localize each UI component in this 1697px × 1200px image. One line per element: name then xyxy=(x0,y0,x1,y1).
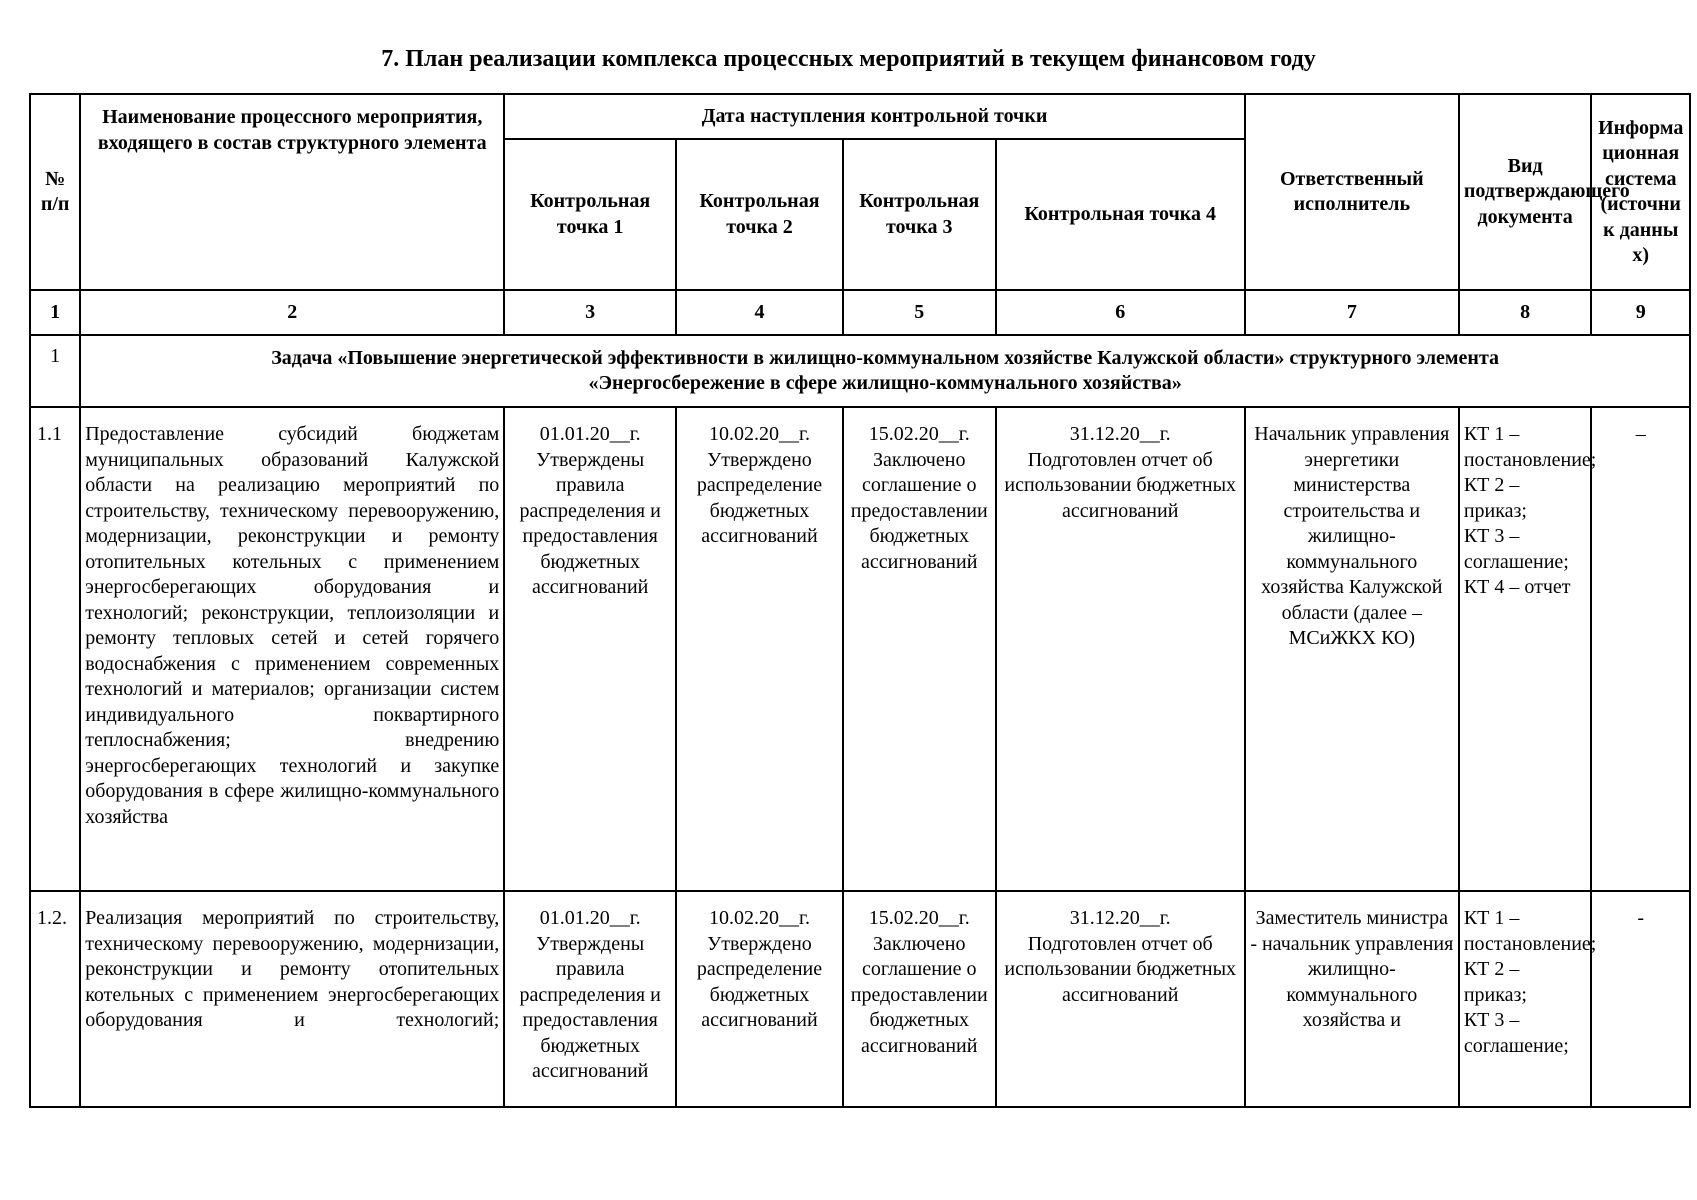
info-system-cell: – xyxy=(1591,407,1690,891)
doc-line: КТ 4 – отчет xyxy=(1463,576,1571,598)
header-kt4: Контрольная точка 4 xyxy=(996,139,1245,290)
responsible-cell: Начальник управления энергетики министерства строительства и жилищно-коммунального хозяйства Калужской области (далее – МСиЖКХ КО) xyxy=(1245,407,1459,891)
kt4-date: 31.12.20__г. xyxy=(1069,907,1171,929)
doc-line: КТ 3 – соглашение; xyxy=(1463,1009,1569,1057)
kt4-cell xyxy=(996,891,1245,1107)
kt1-cell xyxy=(504,891,676,1107)
kt1-cell xyxy=(504,407,676,891)
kt1-date: 01.01.20__г. xyxy=(539,907,641,929)
table-row xyxy=(30,891,1690,1107)
doc-line: КТ 1 – постановление; xyxy=(1463,907,1597,955)
row-num: 1.1 xyxy=(30,407,80,891)
task-line-2: «Энергосбережение в сфере жилищно-коммунального хозяйства» xyxy=(588,372,1182,394)
col-number: 8 xyxy=(1459,290,1592,335)
column-number-row xyxy=(30,290,1690,335)
kt4-date: 31.12.20__г. xyxy=(1069,423,1171,445)
kt1-text: Утверждены правила распределения и предоставления бюджетных ассигнований xyxy=(519,932,661,1082)
kt2-cell xyxy=(676,407,843,891)
header-date-group: Дата наступления контрольной точки xyxy=(504,94,1245,139)
doc-line: КТ 2 – приказ; xyxy=(1463,474,1527,522)
header-kt2: Контрольная точка 2 xyxy=(676,139,843,290)
kt4-text: Подготовлен отчет об использовании бюджетных ассигнований xyxy=(1004,448,1237,522)
info-system-cell: - xyxy=(1591,891,1690,1107)
kt2-text: Утверждено распределение бюджетных ассигнований xyxy=(696,932,823,1031)
kt4-text: Подготовлен отчет об использовании бюджетных ассигнований xyxy=(1004,932,1237,1006)
header-responsible: Ответственный исполнитель xyxy=(1245,94,1459,290)
row-name: Реализация мероприятий по строительству, техническому перевооружению, модернизации, реконструкции и ремонту отопительных котельных с применением энергосберегающих оборудования и технологий; xyxy=(80,891,504,1107)
kt1-text: Утверждены правила распределения и предоставления бюджетных ассигнований xyxy=(519,448,661,598)
page-title: 7. План реализации комплекса процессных мероприятий в текущем финансовом году xyxy=(381,46,1316,72)
doc-line: КТ 3 – соглашение; xyxy=(1463,525,1569,573)
kt3-date: 15.02.20__г. xyxy=(868,907,970,929)
kt2-date: 10.02.20__г. xyxy=(709,907,810,929)
kt3-date: 15.02.20__г. xyxy=(868,423,970,445)
task-row xyxy=(30,335,1690,407)
doc-line: КТ 2 – приказ; xyxy=(1463,958,1527,1006)
header-row-1 xyxy=(30,94,1690,139)
header-kt1: Контрольная точка 1 xyxy=(504,139,676,290)
header-kt3: Контрольная точка 3 xyxy=(843,139,996,290)
kt1-date: 01.01.20__г. xyxy=(539,423,641,445)
table-row xyxy=(30,407,1690,891)
row-num: 1.2. xyxy=(30,891,80,1107)
col-number: 9 xyxy=(1591,290,1690,335)
kt3-text: Заключено соглашение о предоставлении бюджетных ассигнований xyxy=(850,932,988,1057)
doc-type-cell xyxy=(1459,891,1597,1107)
col-number: 2 xyxy=(80,290,504,335)
col-number: 1 xyxy=(30,290,80,335)
col-number: 7 xyxy=(1245,290,1459,335)
col-number: 6 xyxy=(996,290,1245,335)
header-name: Наименование процессного мероприятия, входящего в состав структурного элемента xyxy=(80,94,504,290)
col-number: 3 xyxy=(504,290,676,335)
kt4-cell xyxy=(996,407,1245,891)
kt3-text: Заключено соглашение о предоставлении бюджетных ассигнований xyxy=(850,448,988,573)
header-doc-type: Вид подтверждающего документа xyxy=(1459,94,1592,290)
kt2-cell xyxy=(676,891,843,1107)
task-title xyxy=(80,335,1690,407)
task-num: 1 xyxy=(30,335,80,407)
kt2-date: 10.02.20__г. xyxy=(709,423,810,445)
col-number: 4 xyxy=(676,290,843,335)
kt3-cell xyxy=(843,407,996,891)
responsible-cell: Заместитель министра - начальник управления жилищно-коммунального хозяйства и xyxy=(1245,891,1459,1107)
col-number: 5 xyxy=(843,290,996,335)
kt2-text: Утверждено распределение бюджетных ассигнований xyxy=(696,448,823,547)
plan-table xyxy=(29,93,1691,1108)
task-line-1: Задача «Повышение энергетической эффективности в жилищно-коммунальном хозяйстве Калужской области» структурного элемента xyxy=(271,346,1500,369)
doc-type-cell xyxy=(1459,407,1597,891)
row-name: Предоставление субсидий бюджетам муниципальных образований Калужской области на реализацию мероприятий по строительству, техническому перевооружению, модернизации, реконструкции и ремонту отопительных котельных с применением энергосберегающих оборудования и технологий; реконструкции, теплоизоляции и ремонту тепловых сетей и сетей горячего водоснабжения с применением современных технологий и материалов; организации систем индивидуального поквартирного теплоснабжения; внедрению энергосберегающих технологий и закупке оборудования в сфере жилищно-коммунального хозяйства xyxy=(80,407,504,891)
kt3-cell xyxy=(843,891,996,1107)
doc-line: КТ 1 – постановление; xyxy=(1463,423,1597,471)
header-num: № п/п xyxy=(30,94,80,290)
header-info-system: Информационная система (источник данных) xyxy=(1591,94,1690,290)
